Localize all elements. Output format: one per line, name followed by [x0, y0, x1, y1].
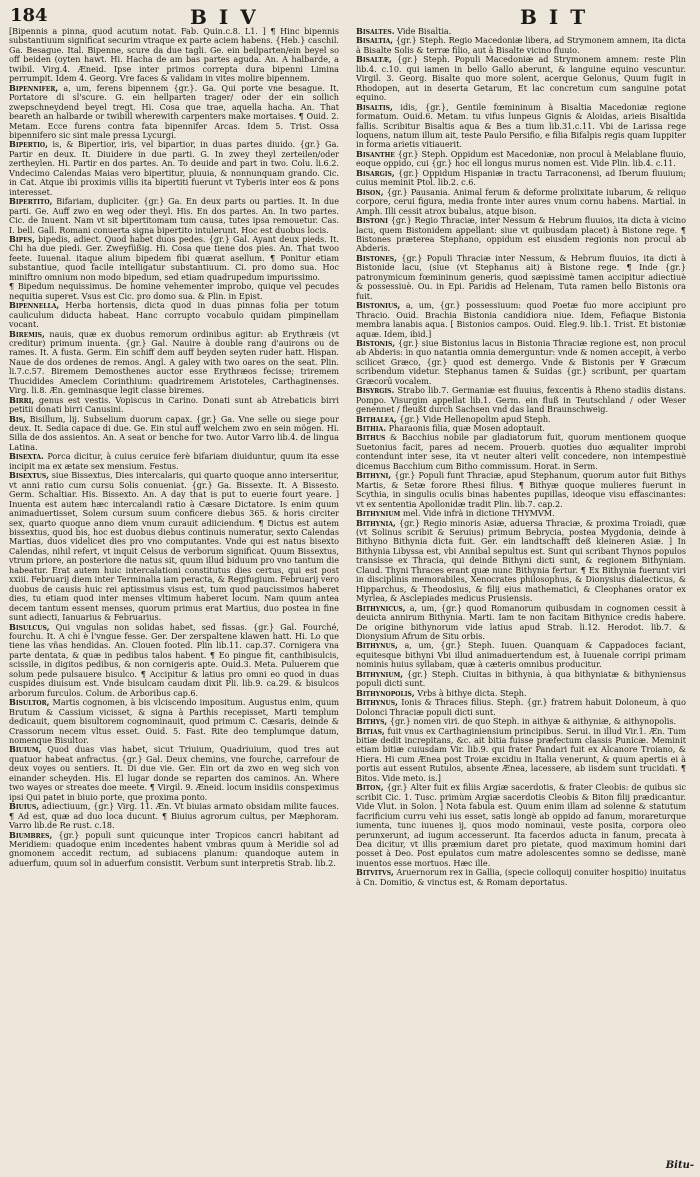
entry-headword: Bisargis,	[356, 167, 395, 178]
entry-headword: Bipes,	[9, 233, 35, 244]
entry-headword: Bipertio,	[9, 139, 48, 150]
entry-text: {gr.} siue Bistonius lacus in Bistonia Thraciæ regione est, non procul ab Abderis: in quo natantia omnia demerguntur: vnde & nomen accepit, à verbo scilicet Græco, {gr.} quod est demergo. Vnde & Bistonis per ¥ Græcum scribendum videtur. Stephanus tamen & Suidas {gr.} scribunt, per quartam Græcorū vocalem.	[356, 337, 686, 386]
dictionary-entry	[356, 727, 686, 784]
entry-text: ¶ Bipedum nequissimus. De homine vehementer improbo, quique vel pecudes nequitia superet. Vsus est Cic. pro domo sua. & Plin. in Epist.	[9, 281, 339, 301]
entry-text: {gr.} Alter fuit ex filiis Argiæ sacerdotis, & frater Cleobis: de quibus sic scribit Cic. 1. Tusc. primùm Argiæ sacerdotis Cleobis & Biton filij prædicantur. Vide Vlut. in Solon. ] Nota fabula est. Quum enim illam ad solenne & statutum facrificium curru vehi ius esset, satis longè ab oppido ad fanum, morareturque iumenta, tunc iuuenes ij, quos modo nominaui, veste posita, corpora oleo perunxerunt, ad iugum accesserunt. Ita facerdos aducta in fanum, precata à Dea dicitur, vt illis præmium daret pro pietate, quod maximum homini dari posset à Deo. Post epulatos cum matre adolescentes somno se dedisse, manè inuentos esse mortuos. Hæc ille.	[356, 782, 686, 868]
entry-headword: Bisulcus,	[9, 621, 50, 632]
entry-headword: Biton,	[356, 782, 384, 793]
dictionary-entry	[356, 519, 686, 604]
dictionary-entry	[356, 868, 686, 887]
entry-headword: Bisexta.	[9, 451, 44, 462]
entry-headword: Bistonius,	[356, 300, 401, 311]
entry-text: idis, {gr.}, Gentile fœmininum à Bisaltia Macedoniæ regione formatum. Ouid.6. Metam. tu vifus lunpeus Gignis & Aloidas, arieis Bisaltida fallis. Scribitur Bisaltis aqua & Bes a tium lib.31.c.11. Vbi de Larissa rege loquens, natum illum ait, teste Paulo Persifio, e filia Bifalpis regis quam Iuppiter in forma arietis vitiauerit.	[356, 101, 686, 150]
entry-text: Porca dicitur, à cuius ceruice ferè bifariam diuiduntur, quum ita esse incipit ma ex ætate sex mensium. Festus.	[9, 451, 339, 471]
dictionary-entry	[9, 197, 339, 235]
entry-text: adiectiuum, {gr.} Virg. 11. Æn. Vt biuias armato obsidam milite fauces. ¶ Ad est, quæ ad duo loca ducunt. ¶ Biuius agrorum cultus, per Mæphoram. Varro lib.de Re rust. c.18.	[9, 801, 339, 831]
entry-text: {gr.} Steph. Oppidum est Macedoniæ, non procul à Melablane fluuio, eoque oppido, cui {gr.} hoc ell longus murus nomen est. Vide Plin. lib.4. c.11.	[356, 148, 686, 169]
entry-text: [Bipennis a pinna, quod acutum notat. Fab. Quin.c.8. L1. ] ¶ Hinc bipennis substantiuum significat securim vtraque ex parte aciem habens. {Heb.} caschil. Ga. Besague. Ital. Bipenne, scure da due tagli. Ge. ein beilparten/ein beyel so off beiden (oyten hawt. Hi. Hacha de am bas partes aguda. An. A halbarde, a twibil. Virg.4. Æneid. Ipse inter primos correpta dura bipenni Limina perrumpit. Idem 4. Georg. Vre faces & validam in vites molire bipennem.	[9, 27, 339, 84]
entry-headword: Bipertito,	[9, 196, 53, 207]
entry-text: a, um, {gr.} quod Romanorum quibusdam in cognomen cessit à deuicta annirum Bithynia. Marti. Iam te non facitam Bithynice credis habere. De origine bithynorum vide latius apud Strab. li.12. Herodot. lib.7. & Dionysium Afrum de Situ orbis.	[356, 602, 686, 641]
entry-headword: Bithynium,	[356, 668, 404, 679]
entry-text: mel. Vide infrà in dictione THYMVM.	[402, 508, 555, 519]
entry-headword: Bison,	[356, 186, 384, 197]
entry-text: a, um, ferens bipennem {gr.}. Ga. Qui porte vne besague. It. Portatore di sl'scure. G. ein hellparten trager/ oder der ein sollich zwepschneydend beyel tregt. Hi. Cosa que trae, aquella hacha. An. That beareth an halbarde or twibill wherewith carpenters make mortaises. ¶ Ouid. 2. Metam. Ecce furens contra fata bipennifer Arcas. Idem 5. Trist. Ossa bipennifero sic sint male pressa Lycurgi.	[9, 82, 339, 140]
dictionary-entry	[356, 339, 686, 386]
entry-headword: Bithus	[356, 432, 386, 443]
running-head-right: BIT	[520, 5, 598, 29]
entry-text: fuit vnus ex Carthaginiensium principibus. Serui. in illud Vir.1. Æn. Tum bitiæ dedit increpitans, &c. ait bitia fuisse præfectum classis Punicæ. Meminit etiam bitiæ cuiusdam Vir. lib.9. qui frater Pandari fuit ex Alcanore Troiano, & Hiera. Hi cum Ænea post Troiæ excidiu in Italia venerunt, & quum apertis ei à portis aut essent Rutulos, absente Ænea, lacessere, ab iisdem sunt trucidati. ¶ Bitos. Vide meto. is.]	[356, 725, 686, 783]
entry-headword: Bisextus,	[9, 470, 50, 481]
entry-headword: Bisultor,	[9, 697, 50, 708]
entry-text: {gr.} Steph. Regio Macedoniæ libera, ad Strymonem amnem, ita dicta à Bisalte Solis & terræ filio, aut à Bisalte vicino fluuio.	[356, 35, 686, 55]
entry-headword: Bisaltia,	[356, 35, 394, 46]
dictionary-entry	[356, 36, 686, 55]
entry-headword: Bisanthe	[356, 148, 395, 159]
entry-headword: Biumbres,	[9, 829, 53, 840]
dictionary-entry	[356, 301, 686, 339]
entry-text: a, um, {gr.} Steph. Iuuen. Quanquam & Cappadoces faciant, equitesque bithyni Vbi illud animaduertendum est, à Iuuenale corripi primam nominis huius syllabam, quæ à cæteris omnibus producitur.	[356, 640, 686, 670]
entry-text: {gr.} populi sunt quicunque inter Tropicos cancri habitant ad Meridiem: quadoque enim incedentes habent vmbras quum à Meridie sol ad gnomonem accedit rectum, ad subiacens planum: quandoque autem in aduerfum, quum sol in aduerfum consistit. Verbum sunt interpretis Strab. lib.2.	[9, 829, 339, 868]
dictionary-entry	[356, 604, 686, 642]
entry-text: Bisillum, lij. Subselium duorum capax. {gr.} Ga. Vne selle ou siege pour deux. It. Sedia capace di due. Ge. Ein stul auff welchem zwo en sein mögen. Hi. Silla de dos assientos. An. A seat or benche for two. Autor Varro lib.4. de lingua Latina.	[9, 413, 339, 452]
entry-text: Ionis & Thraces filius. Steph. {gr.} fratrem habuit Doloneum, à quo Dolonci Thraciæ populi dicti sunt.	[356, 697, 686, 717]
entry-text: {gr.} Pausania. Animal ferum & deforme prolixitate iubarum, & reliquo corpore, cerui figura, media fronte inter aures vnum cornu habens. Martial. in Amph. Illi cessit atrox bubalus, atque bison.	[356, 186, 686, 216]
entry-text: Aruernorum rex in Gallia, (specie colloquij conuiter hospitio) inuitatus à Cn. Domitio, & vinctus est, & Romam deportatus.	[356, 867, 686, 887]
entry-headword: Bithynicus,	[356, 602, 406, 613]
entry-text: {gr.} Steph. Ciuitas in bithynia, à qua bithyniatæ & bithyniensus populi dicti sunt.	[356, 668, 686, 689]
dictionary-entry	[9, 396, 339, 415]
dictionary-entry	[9, 301, 339, 329]
entry-headword: Bistonis,	[356, 337, 396, 348]
entry-text: Pharaonis filia, quæ Mosen adoptauit.	[388, 423, 545, 434]
dictionary-entry	[9, 140, 339, 197]
entry-text: {gr.} Oppidum Hispaniæ in tractu Tarraconensi, ad Iberum fluuium; cuius meminit Ptol. lib.2. c.6.	[356, 167, 686, 188]
entry-headword: Bithynium	[356, 508, 401, 519]
entry-text: is, & Bipertior, iris, vel bipartior, in duas partes diuido. {gr.} Ga. Partir en deux. It. Diuidere in due parti. G. In zwey theyl zerteilen/oder zertheylen. Hi. Partir en dos partes. An. To deuide and part in two. Colu. li.6.2. Vndecimo Calendas Maias vero bipertitur, pluuia, & nonnunquam grando. Cic. in Cat. Atque ibi proximis villis ita bipertiti fuerunt vt Tyberis inter eos & pons interesset.	[9, 139, 339, 197]
entry-headword: Bithynia,	[356, 517, 396, 528]
dictionary-entry	[9, 802, 339, 830]
dictionary-entry	[356, 169, 686, 188]
entry-headword: Bitvitvs,	[356, 867, 394, 878]
left-column	[9, 27, 339, 1169]
entry-text: & Bacchius nobile par gladiatorum fuit, quorum mentionem quoque Suetonius facit, pares ad necem. Prouerb. quoties duo æqualiter improbi contendunt inter sese, ita vt neuter alteri velit concedere, non intempestiuè dicemus Bacchium cum Bitho commissum. Horat. in Serm.	[356, 432, 686, 471]
dictionary-entry	[9, 27, 339, 84]
dictionary-entry	[9, 623, 339, 699]
dictionary-entry	[9, 452, 339, 471]
entry-text: Bifariam, dupliciter. {gr.} Ga. En deux parts ou parties. It. In due parti. Ge. Auff zwo en weg oder theyl. His. En dos partes. An. In two partes. Cic. de Inuent. Nam vt sit bipertitomam tum causa, tutes ipsa remouetur. Cas. I. bell. Gall. Romani conuerta signa bipertito intulerunt. Hoc est duobus locis.	[9, 196, 339, 235]
dictionary-entry	[356, 216, 686, 254]
entry-text: Herba hortensis, dicta quod in duas pinnas folia per totum cauliculum diducta habeat. Hanc corrupto vocabulo quidam pimpinellam vocant.	[9, 300, 339, 330]
entry-headword: Bithys,	[356, 716, 388, 727]
entry-text: {gr.} nomen viri. de quo Steph. in aithyæ & aithyniæ, & aithynopolis.	[389, 716, 677, 727]
entry-headword: Bistoni	[356, 215, 388, 226]
dictionary-entry	[356, 386, 686, 414]
entry-headword: Biremis,	[9, 328, 45, 339]
entry-headword: Bithynopolis,	[356, 687, 415, 698]
entry-headword: Bisaltes.	[356, 27, 395, 36]
dictionary-entry	[356, 698, 686, 717]
entry-headword: Bisyrgis.	[356, 385, 395, 396]
entry-headword: Bitias,	[356, 725, 385, 736]
entry-headword: Bis,	[9, 413, 26, 424]
dictionary-entry	[356, 150, 686, 169]
dictionary-entry	[356, 471, 686, 509]
entry-text: Quod duas vias habet, sicut Triuium, Quadriuium, quod tres aut quatuor habeat anfractus. {gr.} Gal. Deux chemins, vne fourche, carrefour de deux voyes ou sentiers. It. Di due vie. Ger. Ein ort da zwo en weg sich von einander scheyden. His. El lugar donde se reparten dos caminos. An. Where two wayes or streates doe meete. ¶ Virgil. 9. Æneid. locum insidiis conspeximus ipsi Qui patet in biuio porte, que proxima ponto.	[9, 744, 339, 802]
dictionary-entry	[9, 330, 339, 396]
entry-text: nauis, quæ ex duobus remorum ordinibus agitur: ab Erythræis (vt creditur) primum inuenta. {gr.} Gal. Nauire à double rang d'auirons ou de rames. It. A fusta. Germ. Ein schiff dem auff beyden seyten ruder hatt. Hispan. Naue de dos ordenes de remos. Angl. A galey with two oares on the seat. Plin. li.7.c.57. Biremem Demosthenes auctor esse Erythræos fecisse; triremem Thucidides Ameclem Corinthium: quadriremem Aristoteles, Carthaginenses. Virg. li.8. Æn. geminasque legit classe biremes.	[9, 328, 339, 396]
entry-text: Martis cognomen, à bis vlciscendo impositum. Augustus enim, quum Brutum & Cassium vicisset, & signa à Parthis recepisset, Marti templum dedicauit, quem bisultorem cognominauit, quod primum C. Cæsaris, deinde & Crassorum necem vltus esset. Ouid. 5. Fast. Rite deo templumque datum, nomenque Bisultor.	[9, 697, 339, 745]
dictionary-entry	[356, 670, 686, 689]
entry-headword: Bipennella,	[9, 300, 60, 311]
dictionary-entry	[9, 282, 339, 301]
dictionary-entry	[356, 188, 686, 216]
right-column	[356, 27, 686, 1169]
dictionary-entry	[9, 831, 339, 869]
entry-headword: Bipennifer,	[9, 82, 59, 93]
dictionary-entry	[356, 103, 686, 150]
entry-headword: Bithynus,	[356, 640, 398, 651]
entry-text: Qui vngulas non solidas habet, sed fissas. {gr.} Gal. Fourché, fourchu. It. A chi è l'vngue fesse. Ger. Der zerspaltene klawen hatt. Hi. Lo que tiene las vñas hendidas. An. Clouen footed. Plin lib.11. cap.37. Cornigera vna parte dentata, & quæ in pedibus talos habent. ¶ Eo pingue fit, canthibisulcis, scissile, in digitos pedibus, & non cornigeris apte. Ouid.3. Meta. Puluerem que solum pede pulsauere bisulco. ¶ Accipitur & latius pro omni eo quod in duas cuspides diuisum est. Vnde bisulcam caudam dixit Pli. lib.9. ca.29. & bisulcos arborum furculos. Colum. de Arboribus cap.6.	[9, 621, 339, 698]
entry-text: {gr.} Steph. Populi Macedoniæ ad Strymonem amnem: reste Plin lib.4. c.10. qui iamen in bello Gallo aberunt, & languine equino vescuntur. Virgil. 3. Georg. Bisalte quo more solent, acerque Gelonus, Quum fugit in Rhodopen, aut in deserta Getarum, Et lac concretum cum sanguine potat equino.	[356, 54, 686, 103]
entry-text: Vide Bisaltia.	[397, 27, 452, 36]
entry-text: {gr.} Regio minoris Asiæ, aduersa Thraciæ, & proxima Troiadi, quæ (vt Solinus scribit & Seruius) primum Bebrycia, postea Mygdonia, deinde à Bithyno Bithynia dicta fuit. Ger. ein landtschafft deß kleineren Asiæ. ] In Bithynia Libyssa est, vbi Annibal sepultus est. Sunt qui scribant Thynos populos transisse ex Thracia, qui deinde Bithyni dicti sunt, & regionem Bithyniam. Claud. Thyni Thraces erant quæ nunc Bithynia fertur. ¶ Ex Bithynia fuerunt viri in disciplinis memorabiles, Xenocrates philosophus, & Dionysius dialecticus, & Hipparchus, & Theodosius, & filij eius mathematici, & Cleophanes orator ex Myrlea, & Asclepiades medicus Prusiensis.	[356, 517, 686, 604]
entry-text: bipedis, adiect. Quod habet duos pedes. {gr.} Gal. Ayant deux pieds. It. Chi ha due piedi. Ger. Zweyfüßig. Hi. Cosa que tiene dos pies. An. That twoo feete. Iuuenal. itaque alium bipedem fibi quærat asellum. ¶ Ponitur etiam substantiue, quod facile intelligatur substantiuum. Ci. pro domo sua. Hoc miniftro omnium non modo bipedum, sed etiam quadrupedum impurissimo.	[9, 233, 339, 282]
entry-text: {gr.} Populi funt Thraciæ, apud Stephanum, quorum autor fuit Bithys Martis, & Setæ forore Rhesi filius. ¶ Bithyæ quoque mulieres fuerunt in Scythia, in singulis oculis binas habentes pupillas, ideoque visu effascinantes: vt ex sententia Apollonidæ tradit Plin. lib.7. cap.2.	[356, 470, 686, 509]
entry-headword: Bithalea,	[356, 413, 397, 424]
entry-headword: Bisaltæ,	[356, 54, 392, 65]
entry-text: siue Bissextus, Dies intercalaris, qui quarto quoque anno interseritur, vt anni ratio cum cursu Solis conueniat. {gr.} Ga. Bissexte. It. A Bissesto. Germ. Schaltiar. His. Bissexto. An. A day that is put to euerie fourt yeare. ] Inuenta est autem hæc intercalandi ratio à Cæsare Dictatore. Is enim quum animaduertisset, Solem cursum suum conficere diebus 365. & horis circiter sex, quarto quoque anno diem vnum curauit adiiciendum. ¶ Dictus est autem bissextus, quod bis, hoc est duobus diebus continuis numeratur, sexto Calendas Martias, duos videlicet dies pro vno computantes. Vnde qui est natus bisexto Calendas, nihil refert, vt inquit Celsus de verborum significat. Quum Bissextus, vtrum priore, an posteriore die natus sit, quum illud biduum pro vno tantum die habeatur. Erat autem huic intercalationi constitutus dies certus, qui est post xxiii. Februarij diem inter Terminalia iam peracta, & Regifugium. Februarij vero duobus de causis huic rei aptissimus visus est, tum quod paucissimos haberet dies, tu etiam quod inter menses vltimum haberet locum. Nam quum antea decem tantum essent menses, quorum primus erat Martius, duo postea in fine sunt adiecti, Ianuarius & Februarius.	[9, 470, 339, 623]
dictionary-entry	[356, 433, 686, 471]
entry-headword: Biuius,	[9, 801, 40, 812]
entry-headword: Bisaltis,	[356, 101, 393, 112]
dictionary-entry	[356, 55, 686, 102]
dictionary-entry	[9, 745, 339, 802]
dictionary-entry	[9, 415, 339, 453]
entry-headword: Birri,	[9, 394, 35, 405]
dictionary-entry	[9, 84, 339, 141]
entry-text: Vrbs à bithye dicta. Steph.	[417, 687, 527, 698]
dictionary-entry	[356, 641, 686, 669]
entry-headword: Bithia.	[356, 423, 387, 434]
entry-text: a, um, {gr.} possessiuum: quod Poetæ fuo more accipiunt pro Thracio. Ouid. Brachia Bistonia candidiora niue. Idem, Fefiaque Bistonia membra lanabis aqua. [ Bistonios campos. Ouid. Eleg.9. lib.1. Trist. Et bistoniæ aquæ. Idem, ibid.]	[356, 300, 686, 339]
page-number: 184	[10, 5, 48, 26]
dictionary-entry	[9, 471, 339, 622]
running-head-left: BIV	[190, 5, 268, 29]
dictionary-entry	[356, 783, 686, 868]
entry-text: Strabo lib.7. Germaniæ est fluuius, fexcentis à Rheno stadiis distans. Pompo. Visurgim appellat lib.1. Germ. ein fluß in Teutschland / oder Weser genennet / fleußt durch Sachsen vnd das land Braunschweig.	[356, 385, 686, 415]
entry-headword: Bistones,	[356, 252, 397, 263]
entry-text: {gr.} Vide Hellenopolim apud Steph.	[399, 413, 551, 424]
entry-text: genus est vestis. Vopiscus in Carino. Donati sunt ab Atrebaticis birri petitii donati birri Canusini.	[9, 394, 339, 415]
entry-headword: Bithynus,	[356, 697, 398, 708]
dictionary-entry	[356, 254, 686, 301]
entry-text: {gr.} Regio Thraciæ, inter Nessum & Hebrum fluuios, ita dicta à vicino lacu, quem Bistonidem appellant: siue vt quibusdam placet) à Bistone rege. ¶ Bistones præterea Stephano, oppidum est eiusdem regionis non procul ab Abderis.	[356, 215, 686, 254]
entry-headword: Bithyni,	[356, 470, 392, 481]
entry-text: {gr.} Populi Thraciæ inter Nessum, & Hebrum fluuios, ita dicti à Bistonide lacu, (siue (vt Stephanus ait) à Bistone rege. ¶ Inde {gr.} patronymicum fœmininum generis, quod sæpissimè tamen accipitur adiectiuè & possessiuè. Ou. in Epi. Paridis ad Helenam, Tuta ramen bello Bistonis ora fuit.	[356, 252, 686, 301]
catchword: Bitu-	[665, 1160, 694, 1171]
page-header	[0, 5, 700, 29]
dictionary-entry	[9, 235, 339, 282]
entry-headword: Biuium,	[9, 744, 42, 755]
dictionary-entry	[9, 698, 339, 745]
